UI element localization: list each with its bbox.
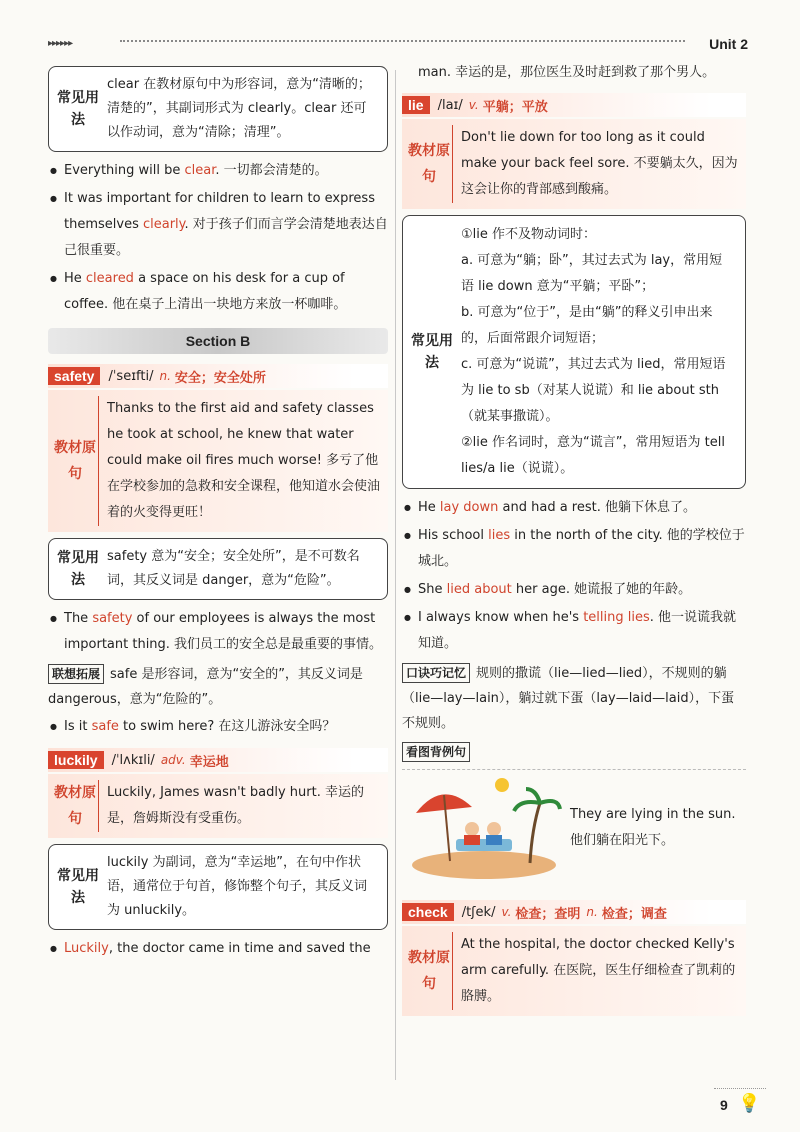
entry-check [402,900,746,924]
definition: 幸运地 [189,754,229,770]
textbook-text: Thanks to the first aid and safety classes he took at school, he knew that water could make oil fires much worse! 多亏了他在学校参加的急救和安全课程，他知道水会使油着的火变得更旺！ [107,401,381,520]
part-of-speech-2: n. [586,905,598,919]
phonetic: /tʃek/ [461,904,496,920]
headword: luckily [48,751,104,769]
header-rule [120,40,685,42]
lie-usage-box [402,215,746,489]
column-divider [395,70,396,1080]
mnemonic-note: 口诀巧记忆 规则的撒谎（lie—lied—lied），不规则的躺（lie—lay—lain），躺过就下蛋（lay—laid—laid），下蛋不规则。 [402,661,746,736]
part-of-speech: v. [468,98,479,112]
textbook-text: Luckily, James wasn't badly hurt. 幸运的是，詹姆斯没有受重伤。 [107,785,364,826]
usage-tag: 常见用法 [57,868,99,906]
entry-luckily [48,748,388,772]
part-of-speech: n. [159,369,171,383]
headword: safety [48,367,100,385]
textbook-tag: 教材原句 [406,125,453,203]
phonetic: /ˈlʌkɪli/ [111,752,155,768]
bulb-icon: 💡 [738,1093,761,1114]
example-sentence: ● I always know when he's telling lies. 他一说谎我就知道。 [402,605,746,657]
definition: 平躺；平放 [482,99,548,115]
phonetic: /laɪ/ [437,97,463,113]
association-badge: 联想拓展 [48,664,104,684]
textbook-tag: 教材原句 [52,780,99,832]
part-of-speech: v. [501,905,512,919]
picture-caption: They are lying in the sun. 他们躺在阳光下。 [570,807,736,848]
picture-example [402,769,746,886]
example-sentence: ● She lied about her age. 她谎报了她的年龄。 [402,577,746,603]
example-sentence: ● It was important for children to learn to express themselves clearly. 对于孩子们而言学会清楚地表达自己很重要。 [48,186,388,264]
section-heading: Section B [48,328,388,354]
textbook-tag: 教材原句 [406,932,453,1010]
right-column [402,60,746,1022]
definition: 安全；安全处所 [174,370,266,386]
textbook-sentence-box [48,390,388,532]
usage-tag: 常见用法 [57,550,99,588]
usage-text: clear 在教材原句中为形容词，意为“清晰的；清楚的”，其副词形式为 clearly。clear 还可以作动词，意为“清除；清理”。 [107,77,371,140]
textbook-sentence-box [48,774,388,838]
mnemonic-badge: 口诀巧记忆 [402,663,470,683]
page-number-text: 9 [720,1097,728,1113]
example-sentence: ● He lay down and had a rest. 他躺下休息了。 [402,495,746,521]
clear-usage-box [48,66,388,152]
definition: 检查；查明 [515,906,581,922]
usage-text: luckily 为副词，意为“幸运地”，在句中作状语，通常位于句首，修饰整个句子，其反义词为 unluckily。 [107,855,368,918]
headword: check [402,903,454,921]
unit-title: Unit 2 [709,36,748,52]
usage-text: safety 意为“安全；安全处所”，是不可数名词，其反义词是 danger，意为“危险”。 [107,549,360,588]
textbook-sentence-box [402,119,746,209]
usage-text: ①lie 作不及物动词时： a. 可意为“躺；卧”，其过去式为 lay，常用短语 lie down 意为“平躺；平卧”； b. 可意为“位于”，是由“躺”的释义引申出来的，后面常跟介词短语； c. 可意为“说谎”，其过去式为 lied，常用短语为 lie to sb（对某人说谎）和 lie about sth（就某事撒谎）。 ②lie 作名词时，意为“谎言”，常用短语为 tell lies/a lie（说谎）。 [461,227,726,476]
association-note: 联想拓展 safe 是形容词，意为“安全的”，其反义词是 dangerous，意为“危险的”。 [48,662,388,712]
usage-tag: 常见用法 [411,333,453,371]
textbook-text: At the hospital, the doctor checked Kelly's arm carefully. 在医院，医生仔细检查了凯莉的胳膊。 [461,937,736,1004]
example-sentence: ● He cleared a space on his desk for a cup of coffee. 他在桌子上清出一块地方来放一杯咖啡。 [48,266,388,318]
picture-badge: 看图背例句 [402,742,470,762]
usage-tag: 常见用法 [57,90,99,128]
textbook-sentence-box [402,926,746,1016]
example-sentence: ● The safety of our employees is always the most important thing. 我们员工的安全总是最重要的事情。 [48,606,388,658]
page-number [714,1088,766,1119]
example-sentence: ● Is it safe to swim here? 在这儿游泳安全吗？ [48,714,388,740]
page-header [40,30,760,60]
definition-2: 检查；调查 [601,906,667,922]
example-sentence: ● His school lies in the north of the city. 他的学校位于城北。 [402,523,746,575]
textbook-tag: 教材原句 [52,396,99,526]
beach-illustration [402,773,562,883]
continued-sentence: man. 幸运的是，那位医生及时赶到救了那个男人。 [418,65,716,80]
part-of-speech: adv. [160,753,186,767]
picture-heading [402,740,746,765]
entry-safety [48,364,388,388]
textbook-text: Don't lie down for too long as it could make your back feel sore. 不要躺太久，因为这会让你的背部感到酸痛。 [461,130,738,197]
header-arrows: ▸▸▸▸▸▸ [48,38,73,49]
example-sentence: ● Everything will be clear. 一切都会清楚的。 [48,158,388,184]
phonetic: /ˈseɪfti/ [108,368,154,384]
safety-usage-box [48,538,388,600]
headword: lie [402,96,430,114]
left-column [48,60,388,964]
luckily-usage-box [48,844,388,930]
entry-lie [402,93,746,117]
example-sentence: ● Luckily, the doctor came in time and saved the [48,936,388,962]
